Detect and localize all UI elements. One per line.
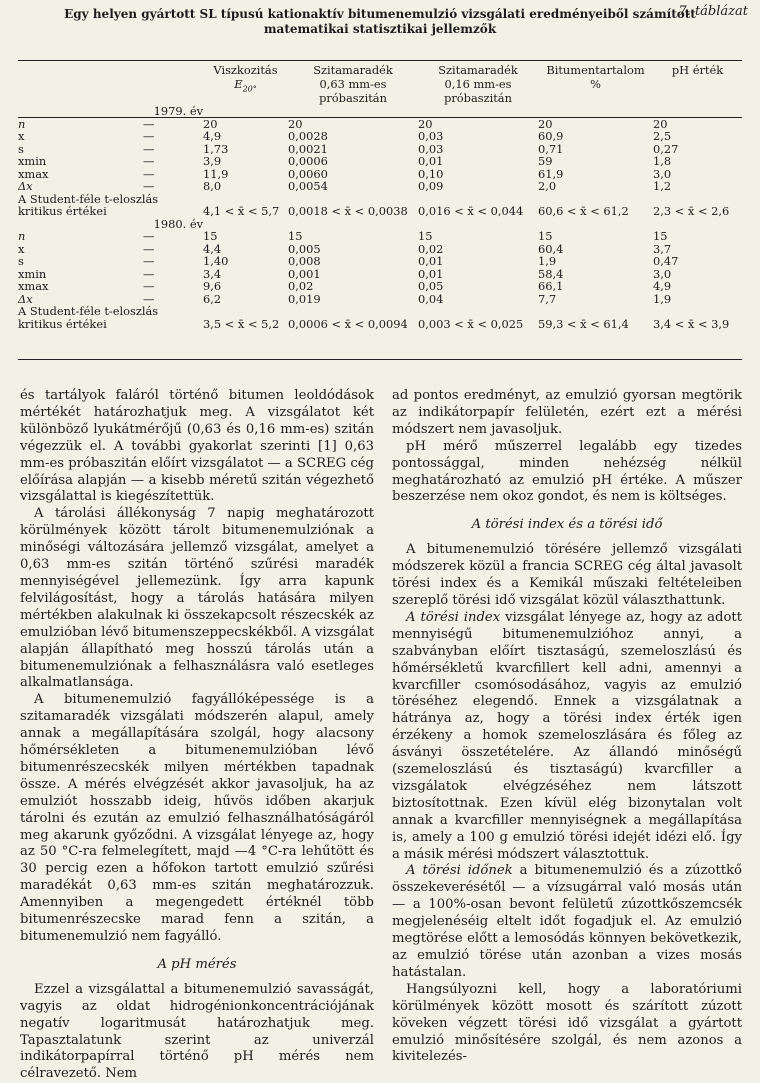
- cell: 3,0: [653, 266, 672, 281]
- header-sieve-016-l3: próbaszitán: [444, 91, 512, 105]
- year-row-1980: [18, 218, 742, 231]
- cell: 6,2: [203, 291, 222, 306]
- table-header-row: [18, 63, 742, 105]
- cell: 3,4: [203, 266, 222, 281]
- critical-cell: 4,1 < x̄ < 5,7: [203, 204, 280, 218]
- cell: 9,6: [203, 279, 222, 293]
- paragraph: és tartályok faláról történő bitumen leoldódások mértékét határozhatjuk meg. A vizsgálatot két különböző lyukátmérőjű (0,63 és 0,16 mm-es) szitán végezzük el. A további gyakorlat szerinti [1] 0,63 mm-es próbaszitán előírt vizsgálatot — a SCREG cég előírása alapján — a kisebb méretű szitán végezhető vizsgálattal is kiegészítettük.: [20, 388, 374, 505]
- header-sieve-016-l2: 0,16 mm-es: [444, 77, 512, 91]
- caption-line-2: matematikai statisztikai jellemzők: [263, 22, 497, 36]
- header-sieve-063-l3: próbaszitán: [319, 91, 387, 105]
- cell: 0,04: [418, 291, 444, 306]
- paragraph-text: a bitumenemulzió és a zúzottkő összekeverésétől — a vízsugárral való mosás után — a 100%-osan bevont felületű zúzottkőszemcsék megjelenéséig eltelt időt fogadjuk el. Az emulzió megtörése előtt a lemosódás könnyen bekövetkezik, az emulzió törése után azonban a vizes mosás hatástalan.: [392, 863, 742, 980]
- row-dash: —: [143, 166, 155, 181]
- table-row: [18, 243, 742, 256]
- cell: 60,9: [538, 129, 564, 143]
- cell: 20: [538, 116, 553, 131]
- header-sieve-016-l1: Szitamaradék: [438, 63, 518, 77]
- cell: 0,0006: [288, 154, 328, 168]
- cell: 20: [418, 116, 433, 131]
- paragraph: A bitumenemulzió fagyállóképessége is a szitamaradék vizsgálati módszerén alapul, amely annak a megállapítására szolgál, hogy alacsony hőmérsékleten a bitumenemulzióban lévő bitumenrészecskék milyen mértékben tapadnak össze. A mérés elvégzését akkor javasoljuk, ha az emulziót hosszabb ideig, hűvös időben akarjuk tárolni és ezután az emulzió felhasználhatóságáról meg akarunk győződni. A vizsgálat lényege az, hogy az 50 °C-ra felmelegített, majd —4 °C-ra lehűtött és 30 percig ezen a hőfokon tartott emulzió szűrési maradékát 0,63 mm-es szitán meghatározzuk. Amennyiben a megengedett értéknél több bitumenrészecske marad fenn a szitán, a bitumenemulzió nem fagyálló.: [20, 692, 374, 944]
- cell: 11,9: [203, 166, 229, 181]
- table-row: [18, 280, 742, 293]
- header-sieve-063: [288, 63, 418, 105]
- paragraph: Ezzel a vizsgálattal a bitumenemulzió savasságát, vagyis az oldat hidrogénionkoncentrációjának negatív logaritmusát határozhatjuk meg. Tapasztalatunk szerint az univerzál indikátorpapírral történő pH mérés nem célravezető. Nem: [20, 981, 374, 1082]
- cell: 0,02: [288, 279, 314, 293]
- cell: 0,0028: [288, 129, 328, 143]
- cell: 58,4: [538, 266, 564, 281]
- cell: 59: [538, 154, 553, 168]
- row-dash: —: [143, 291, 155, 306]
- header-ph: [653, 63, 742, 105]
- cell: 20: [653, 116, 668, 131]
- cell: 0,019: [288, 291, 321, 306]
- cell: 15: [288, 229, 303, 243]
- critical-cell: 0,016 < x̄ < 0,044: [418, 204, 524, 218]
- cell: 0,71: [538, 141, 564, 156]
- cell: 2,0: [538, 179, 557, 193]
- cell: 1,73: [203, 141, 229, 156]
- student-label: A Student-féle t-eloszlás: [18, 191, 159, 206]
- row-dash: —: [143, 266, 155, 281]
- cell: 0,05: [418, 279, 444, 293]
- row-dash: —: [143, 254, 155, 268]
- row-dash: —: [143, 229, 155, 243]
- table-row: [18, 168, 742, 181]
- cell: 0,001: [288, 266, 321, 281]
- cell: 3,7: [653, 241, 672, 256]
- row-symbol: n: [18, 116, 26, 131]
- header-bitumen-l2: %: [590, 77, 601, 91]
- table-bottom-rule: [18, 359, 742, 360]
- paragraph: Hangsúlyozni kell, hogy a laboratóriumi körülmények között mosott és szárított zúzott köveken végzett törési idő vizsgálat a gyártott emulzió minősítésére szolgál, és nem azonos a kivitelezés-: [392, 981, 742, 1065]
- critical-row: [18, 205, 742, 218]
- header-ph-label: pH érték: [671, 63, 724, 77]
- critical-label: kritikus értékei: [18, 204, 107, 218]
- row-dash: —: [143, 116, 155, 131]
- cell: 0,02: [418, 241, 444, 256]
- paragraph: [392, 863, 742, 981]
- critical-cell: 3,5 < x̄ < 5,2: [203, 316, 280, 331]
- cell: 3,0: [653, 166, 672, 181]
- cell: 0,01: [418, 266, 444, 281]
- row-symbol: n: [18, 229, 26, 243]
- statistics-table: [18, 63, 742, 330]
- header-bitumen-l1: Bitumentartalom: [546, 63, 645, 77]
- paragraph: ad pontos eredményt, az emulzió gyorsan megtörik az indikátorpapír felületén, ezért ezt a mérési módszert nem javasoljuk.: [392, 388, 742, 437]
- paragraph: pH mérő műszerrel legalább egy tizedes pontossággal, minden nehézség nélkül meghatározható az emulzió pH értéke. A műszer beszerzése nem okoz gondot, és nem is költséges.: [392, 438, 742, 505]
- header-sieve-063-l2: 0,63 mm-es: [319, 77, 387, 91]
- table-row: [18, 130, 742, 143]
- student-label: A Student-féle t-eloszlás: [18, 304, 159, 318]
- section-heading-ph: A pH mérés: [157, 956, 237, 972]
- critical-cell: 0,0006 < x̄ < 0,0094: [288, 316, 408, 331]
- row-dash: —: [143, 179, 155, 193]
- cell: 1,2: [653, 179, 672, 193]
- paragraph: A bitumenemulzió törésére jellemző vizsgálati módszerek közül a francia SCREG cég által javasolt törési index és a Kemikál műszaki feltételeiben szereplő törési idő vizsgálat közül választhattunk.: [392, 542, 742, 608]
- row-symbol: xmin: [18, 154, 47, 168]
- year-label: 1980. év: [153, 216, 203, 231]
- row-symbol: xmax: [18, 166, 49, 181]
- cell: 4,9: [203, 129, 222, 143]
- cell: 1,40: [203, 254, 229, 268]
- cell: 1,8: [653, 154, 672, 168]
- term-breaking-time: A törési időnek: [406, 863, 513, 879]
- section-heading-breaking: A törési index és a törési idő: [471, 517, 663, 533]
- critical-row: [18, 318, 742, 331]
- row-dash: —: [143, 279, 155, 293]
- cell: 2,5: [653, 129, 672, 143]
- student-row-1: [18, 305, 742, 318]
- table-number: 7. táblázat: [678, 4, 748, 19]
- left-column: [20, 388, 374, 1083]
- critical-cell: 0,0018 < x̄ < 0,0038: [288, 204, 408, 218]
- table-row: [18, 268, 742, 281]
- year-row-1979: [18, 105, 742, 118]
- table-row: [18, 230, 742, 243]
- cell: 15: [653, 229, 668, 243]
- cell: 1,9: [653, 291, 672, 306]
- header-bitumen: [538, 63, 653, 105]
- cell: 4,4: [203, 241, 222, 256]
- cell: 4,9: [653, 279, 672, 293]
- table-row: [18, 155, 742, 168]
- table-top-rule: [18, 60, 742, 61]
- cell: 15: [203, 229, 218, 243]
- year-label: 1979. év: [153, 104, 203, 118]
- row-symbol: s: [18, 254, 24, 268]
- cell: 8,0: [203, 179, 222, 193]
- cell: 0,005: [288, 241, 321, 256]
- row-dash: —: [143, 141, 155, 156]
- table-row: [18, 143, 742, 156]
- header-sieve-016: [418, 63, 538, 105]
- row-symbol: x: [18, 241, 25, 256]
- cell: 60,4: [538, 241, 564, 256]
- caption-line-1: Egy helyen gyártott SL típusú kationaktív bitumenemulzió vizsgálati eredményeiből számított: [64, 7, 696, 21]
- critical-cell: 3,4 < x̄ < 3,9: [653, 316, 730, 331]
- critical-cell: 60,6 < x̄ < 61,2: [538, 204, 629, 218]
- header-viscosity-unit: $E_{20^\circ}$: [234, 77, 257, 94]
- cell: 0,27: [653, 141, 679, 156]
- table-row: [18, 180, 742, 193]
- cell: 0,01: [418, 154, 444, 168]
- cell: 0,008: [288, 254, 321, 268]
- row-symbol: Δx: [18, 291, 33, 306]
- cell: 0,03: [418, 129, 444, 143]
- paragraph-text: vizsgálat lényege az, hogy az adott mennyiségű bitumenemulzióhoz annyi, a szabványban előírt tisztaságú, szemeloszlású és hőmérsékletű kvarcfillert kell adni, amennyi a kvarcfiller csomósodásához, vagyis az emulzió töréséhez elegendő. Ennek a vizsgálatnak a hátránya az, hogy a törési index érték igen érzékeny a homok szemeloszlására és főleg az ásványi összetételére. Az állandó minőségű (szemeloszlású és tisztaságú) kvarcfiller a vizsgálatok elvégzéséhez nem látszott biztosítottnak. Ezen kívül elég bizonytalan volt annak a kvarcfiller mennyiségnek a megállapítása is, amely a 100 g emulzió törési idejét idézi elő. Így a másik mérési módszert választottuk.: [392, 609, 742, 862]
- critical-cell: 2,3 < x̄ < 2,6: [653, 204, 730, 218]
- row-dash: —: [143, 241, 155, 256]
- row-symbol: Δx: [18, 179, 33, 193]
- paragraph: A tárolási állékonyság 7 napig meghatározott körülmények között tárolt bitumenemulziónak a minőségi változására jellemző vizsgálat, amelyet a 0,63 mm-es szitán történő szűrési maradék mennyiségével jellemezünk. Így arra kapunk felvilágosítást, hogy a tárolás hatására milyen mértékben alakulnak ki összekapcsolt részecskék az emulzióban lévő bitumenszeppecskékből. A vizsgálat alapján állapítható meg hosszú tárolás után a bitumenemulziónak a felhasználásra való esetleges alkalmatlansága.: [20, 506, 374, 691]
- header-sieve-063-l1: Szitamaradék: [313, 63, 393, 77]
- critical-cell: 59,3 < x̄ < 61,4: [538, 316, 629, 331]
- cell: 0,0060: [288, 166, 328, 181]
- cell: 0,0021: [288, 141, 328, 156]
- cell: 61,9: [538, 166, 564, 181]
- cell: 0,10: [418, 166, 444, 181]
- cell: 3,9: [203, 154, 222, 168]
- paragraph: [392, 610, 742, 864]
- row-symbol: s: [18, 141, 24, 156]
- cell: 66,1: [538, 279, 564, 293]
- cell: 7,7: [538, 291, 557, 306]
- right-column: [392, 388, 742, 1066]
- critical-cell: 0,003 < x̄ < 0,025: [418, 316, 524, 331]
- row-symbol: xmax: [18, 279, 49, 293]
- cell: 15: [538, 229, 553, 243]
- cell: 0,47: [653, 254, 679, 268]
- cell: 0,01: [418, 254, 444, 268]
- cell: 1,9: [538, 254, 557, 268]
- cell: 15: [418, 229, 433, 243]
- header-viscosity: [203, 63, 288, 105]
- cell: 20: [203, 116, 218, 131]
- critical-label: kritikus értékei: [18, 316, 107, 331]
- cell: 20: [288, 116, 303, 131]
- row-symbol: xmin: [18, 266, 47, 281]
- row-dash: —: [143, 154, 155, 168]
- cell: 0,0054: [288, 179, 328, 193]
- table-caption: [20, 7, 740, 37]
- table-row: [18, 118, 742, 131]
- cell: 0,09: [418, 179, 444, 193]
- header-viscosity-label: Viszkozitás: [213, 63, 278, 77]
- cell: 0,03: [418, 141, 444, 156]
- term-breaking-index: A törési index: [406, 609, 501, 625]
- row-symbol: x: [18, 129, 25, 143]
- table-row: [18, 255, 742, 268]
- row-dash: —: [143, 129, 155, 143]
